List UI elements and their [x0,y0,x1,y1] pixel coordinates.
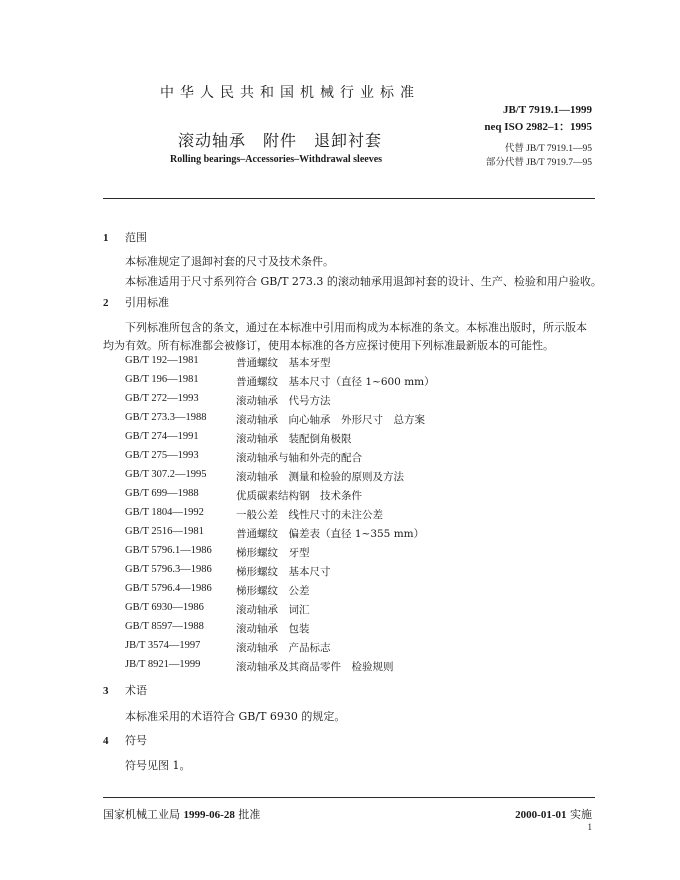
reference-code: GB/T 274—1991 [125,431,199,442]
reference-title: 滚动轴承 装配倒角极限 [236,433,352,445]
reference-code: GB/T 307.2—1995 [125,469,207,480]
replaces-standard: 代替 JB/T 7919.1—95 [504,144,592,154]
page-number: 1 [587,822,592,832]
implementation-label: 实施 [570,808,592,821]
reference-code: GB/T 6930—1986 [125,602,204,613]
reference-title: 梯形螺纹 牙型 [236,547,310,559]
approver: 国家机械工业局 [103,808,180,821]
reference-item [125,355,435,374]
approval-info [103,806,260,822]
reference-code: GB/T 8597—1988 [125,621,204,632]
implementation-info [515,806,592,822]
section-1-paragraph-1: 本标准规定了退卸衬套的尺寸及技术条件。 [125,255,334,268]
reference-code: GB/T 2516—1981 [125,526,204,537]
approval-date: 1999-06-28 [183,809,235,821]
section-3-paragraph: 本标准采用的术语符合 GB/T 6930 的规定。 [125,710,346,723]
section-number: 3 [103,685,109,697]
document-title: 滚动轴承 附件 退卸衬套 [178,131,383,150]
reference-title: 滚动轴承 代号方法 [236,395,331,407]
reference-title: 普通螺纹 基本牙型 [236,357,331,369]
reference-item [125,412,435,431]
reference-title: 梯形螺纹 基本尺寸 [236,566,331,578]
section-number: 1 [103,232,109,244]
reference-code: GB/T 272—1993 [125,393,199,404]
reference-code: GB/T 273.3—1988 [125,412,207,423]
reference-title: 梯形螺纹 公差 [236,585,310,597]
reference-title: 优质碳素结构钢 技术条件 [236,490,362,502]
reference-code: JB/T 3574—1997 [125,640,201,651]
reference-code: GB/T 5796.1—1986 [125,545,212,556]
reference-code: GB/T 192—1981 [125,355,199,366]
reference-item [125,545,435,564]
reference-item [125,640,435,659]
document-title-english: Rolling bearings–Accessories–Withdrawal sleeves [170,154,383,165]
reference-item [125,621,435,640]
reference-code: GB/T 5796.3—1986 [125,564,212,575]
section-title: 引用标准 [125,296,169,309]
reference-code: GB/T 5796.4—1986 [125,583,212,594]
footer-divider [103,797,595,798]
standard-category: 中华人民共和国机械行业标准 [160,85,420,101]
section-title: 术语 [125,684,147,697]
section-number: 2 [103,297,109,309]
referenced-standards-list [125,355,435,678]
reference-title: 滚动轴承及其商品零件 检验规则 [236,661,394,673]
standard-number: JB/T 7919.1—1999 [502,104,592,116]
reference-code: GB/T 196—1981 [125,374,199,385]
reference-item [125,431,435,450]
reference-code: GB/T 275—1993 [125,450,199,461]
reference-item [125,583,435,602]
iso-reference: neq ISO 2982–1：1995 [484,121,592,133]
section-2-heading [103,294,169,310]
reference-item [125,564,435,583]
approval-label: 批准 [238,808,261,821]
reference-title: 普通螺纹 偏差表（直径 1~355 mm） [236,528,425,540]
reference-title: 滚动轴承 测量和检验的原则及方法 [236,471,404,483]
reference-item [125,488,435,507]
reference-title: 滚动轴承 向心轴承 外形尺寸 总方案 [236,414,425,426]
reference-item [125,469,435,488]
reference-code: GB/T 1804—1992 [125,507,204,518]
reference-code: GB/T 699—1988 [125,488,199,499]
reference-code: JB/T 8921—1999 [125,659,201,670]
reference-title: 滚动轴承 词汇 [236,604,310,616]
section-2-paragraph: 下列标准所包含的条文，通过在本标准中引用而构成为本标准的条文。本标准出版时，所示版本均为有效。所有标准都会被修订，使用本标准的各方应探讨使用下列标准最新版本的可能性。 [103,321,587,352]
reference-item [125,507,435,526]
section-title: 符号 [125,734,147,747]
section-1-paragraph-2: 本标准适用于尺寸系列符合 GB/T 273.3 的滚动轴承用退卸衬套的设计、生产、检验和用户验收。 [125,275,602,288]
reference-title: 滚动轴承 包装 [236,623,310,635]
reference-title: 普通螺纹 基本尺寸（直径 1~600 mm） [236,376,435,388]
implementation-date: 2000-01-01 [515,809,567,821]
section-4-heading [103,732,147,748]
section-3-heading [103,682,147,698]
section-number: 4 [103,735,109,747]
section-4-paragraph: 符号见图 1。 [125,759,191,772]
reference-title: 滚动轴承 产品标志 [236,642,331,654]
partially-replaces-standard: 部分代替 JB/T 7919.7—95 [485,158,592,168]
section-title: 范围 [125,231,147,244]
reference-title: 滚动轴承与轴和外壳的配合 [236,452,362,464]
section-1-heading [103,229,147,245]
reference-item [125,526,435,545]
reference-item [125,659,435,678]
reference-item [125,393,435,412]
reference-title: 一般公差 线性尺寸的未注公差 [236,509,383,521]
reference-item [125,450,435,469]
reference-item [125,374,435,393]
reference-item [125,602,435,621]
header-divider [103,198,595,199]
